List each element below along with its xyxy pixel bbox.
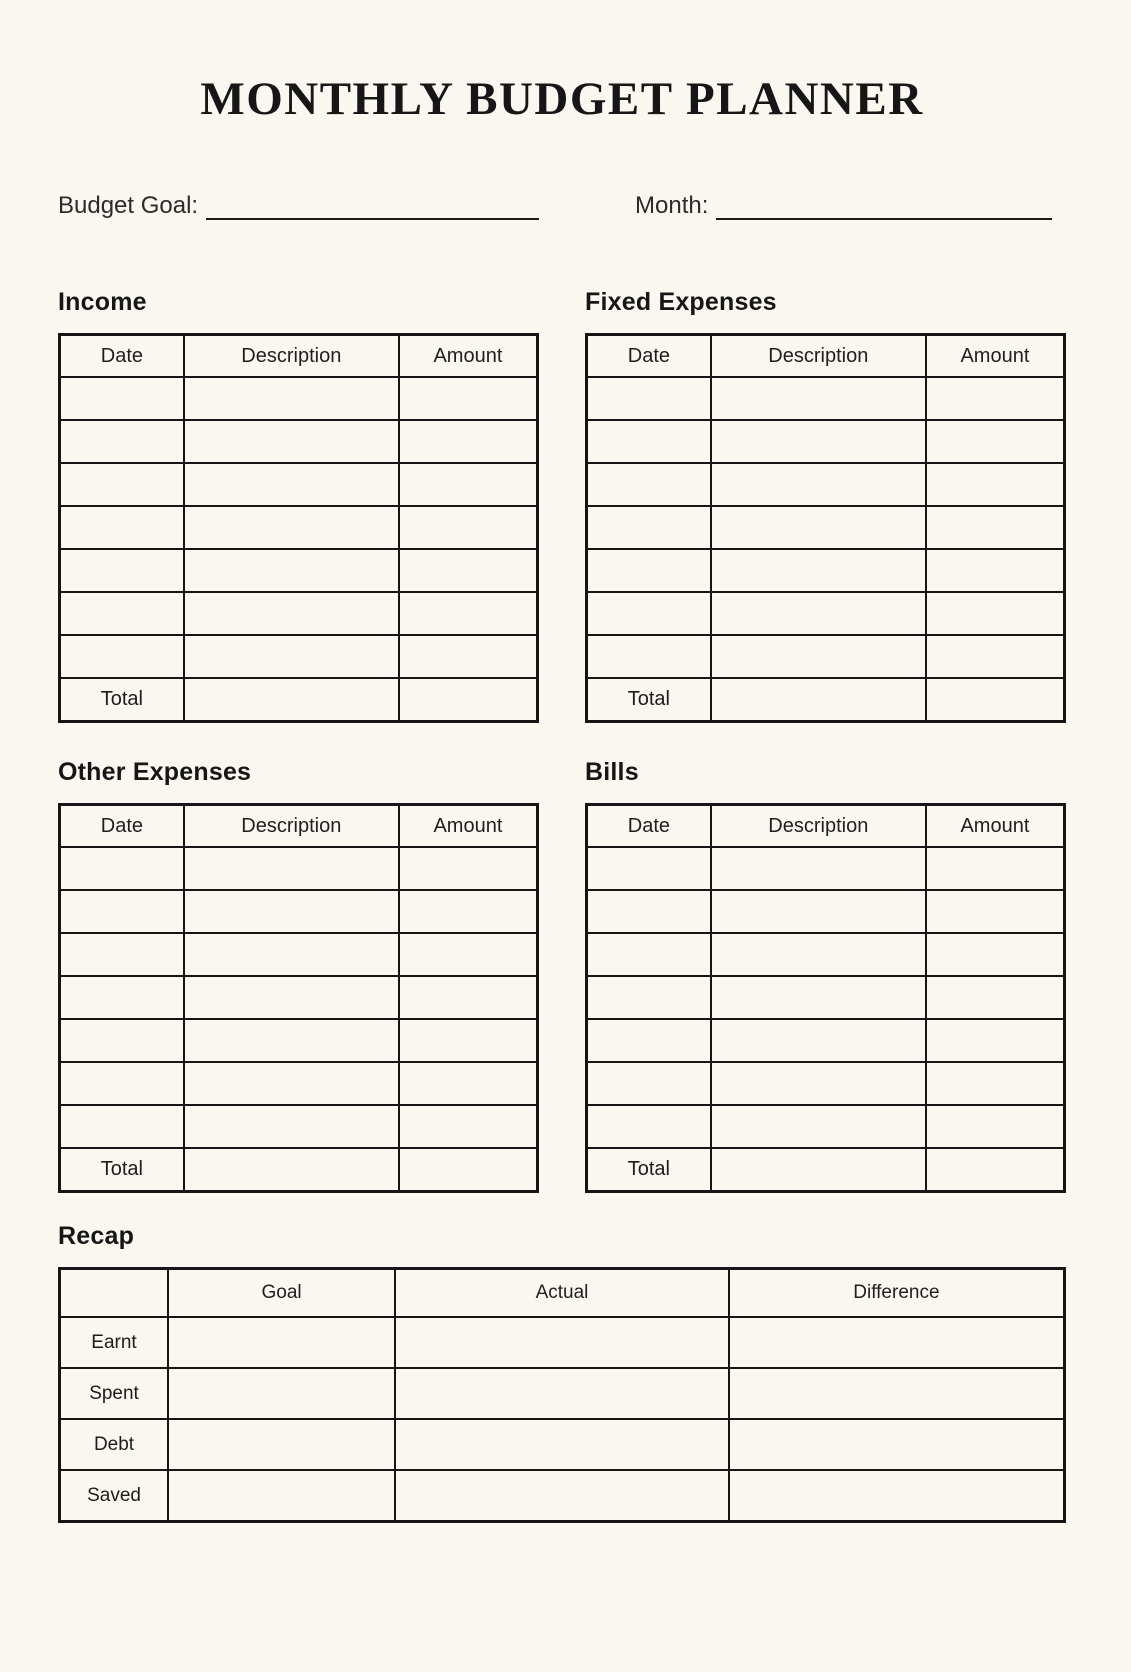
cell-date bbox=[60, 1105, 184, 1148]
cell-description bbox=[184, 463, 399, 506]
cell-date bbox=[60, 592, 184, 635]
cell-date bbox=[587, 463, 711, 506]
cell-amount bbox=[399, 1105, 538, 1148]
cell-date bbox=[587, 976, 711, 1019]
cell-description bbox=[711, 847, 926, 890]
cell-date bbox=[60, 890, 184, 933]
cell-date bbox=[587, 890, 711, 933]
fixed-expenses-table bbox=[585, 333, 1066, 723]
cell-description bbox=[184, 976, 399, 1019]
cell-date bbox=[587, 933, 711, 976]
cell-description bbox=[711, 592, 926, 635]
cell-difference bbox=[729, 1368, 1065, 1419]
cell-description bbox=[711, 506, 926, 549]
cell-description bbox=[184, 377, 399, 420]
cell-date bbox=[587, 847, 711, 890]
cell-description bbox=[184, 890, 399, 933]
cell-difference bbox=[729, 1470, 1065, 1522]
cell-amount bbox=[926, 420, 1065, 463]
cell-date bbox=[587, 420, 711, 463]
cell-goal bbox=[168, 1368, 395, 1419]
cell-description bbox=[184, 420, 399, 463]
cell-actual bbox=[395, 1470, 729, 1522]
cell-date bbox=[60, 506, 184, 549]
fixed-expenses-header-description: Description bbox=[711, 335, 926, 378]
other-expenses-header-description: Description bbox=[184, 805, 399, 848]
other-expenses-section bbox=[58, 757, 539, 1193]
cell-amount bbox=[399, 635, 538, 678]
bills-header-description: Description bbox=[711, 805, 926, 848]
cell-date bbox=[60, 1062, 184, 1105]
bills-header-date: Date bbox=[587, 805, 711, 848]
planner-page bbox=[0, 72, 1131, 1523]
cell-amount bbox=[926, 377, 1065, 420]
table-row bbox=[60, 463, 538, 506]
fixed-expenses-section bbox=[585, 287, 1066, 723]
month-label: Month: bbox=[635, 192, 709, 220]
cell-date bbox=[587, 592, 711, 635]
bills-total-label: Total bbox=[587, 1148, 711, 1192]
bills-table bbox=[585, 803, 1066, 1193]
table-row bbox=[587, 463, 1065, 506]
recap-row-label: Saved bbox=[60, 1470, 169, 1522]
cell-amount bbox=[399, 463, 538, 506]
recap-corner-cell bbox=[60, 1269, 169, 1318]
cell-date bbox=[587, 1019, 711, 1062]
recap-row-label: Spent bbox=[60, 1368, 169, 1419]
cell-date bbox=[587, 377, 711, 420]
table-row bbox=[587, 847, 1065, 890]
income-header-date: Date bbox=[60, 335, 184, 378]
bills-total-amount-cell bbox=[926, 1148, 1065, 1192]
cell-description bbox=[184, 1105, 399, 1148]
income-header-description: Description bbox=[184, 335, 399, 378]
cell-description bbox=[711, 1019, 926, 1062]
cell-amount bbox=[926, 976, 1065, 1019]
table-row bbox=[60, 549, 538, 592]
income-table bbox=[58, 333, 539, 723]
table-row bbox=[60, 377, 538, 420]
cell-amount bbox=[926, 1019, 1065, 1062]
cell-description bbox=[711, 635, 926, 678]
recap-header-actual: Actual bbox=[395, 1269, 729, 1318]
table-row bbox=[60, 1470, 1065, 1522]
other-expenses-header-date: Date bbox=[60, 805, 184, 848]
income-section bbox=[58, 287, 539, 723]
cell-amount bbox=[399, 1019, 538, 1062]
cell-amount bbox=[399, 592, 538, 635]
cell-description bbox=[711, 890, 926, 933]
other-expenses-section-title: Other Expenses bbox=[58, 758, 252, 787]
income-section-title: Income bbox=[58, 288, 147, 317]
table-row bbox=[587, 506, 1065, 549]
cell-actual bbox=[395, 1419, 729, 1470]
bills-header-row bbox=[587, 805, 1065, 848]
cell-date bbox=[60, 933, 184, 976]
cell-amount bbox=[926, 1105, 1065, 1148]
cell-amount bbox=[399, 976, 538, 1019]
table-row bbox=[60, 1419, 1065, 1470]
cell-description bbox=[711, 549, 926, 592]
fixed-expenses-header-row bbox=[587, 335, 1065, 378]
bills-section bbox=[585, 757, 1066, 1193]
bills-total-description-cell bbox=[711, 1148, 926, 1192]
cell-difference bbox=[729, 1419, 1065, 1470]
recap-section bbox=[58, 1221, 1066, 1523]
table-row bbox=[60, 506, 538, 549]
cell-amount bbox=[926, 890, 1065, 933]
recap-table bbox=[58, 1267, 1066, 1523]
cell-description bbox=[184, 506, 399, 549]
table-row bbox=[587, 377, 1065, 420]
other-expenses-total-description-cell bbox=[184, 1148, 399, 1192]
cell-description bbox=[184, 549, 399, 592]
fixed-expenses-header-amount: Amount bbox=[926, 335, 1065, 378]
budget-goal-label: Budget Goal: bbox=[58, 192, 199, 220]
table-row bbox=[60, 1317, 1065, 1368]
cell-date bbox=[60, 976, 184, 1019]
fill-in-fields-row bbox=[58, 190, 1066, 221]
fixed-expenses-total-label: Total bbox=[587, 678, 711, 722]
table-row bbox=[587, 635, 1065, 678]
cell-date bbox=[587, 1062, 711, 1105]
table-row bbox=[60, 890, 538, 933]
cell-amount bbox=[399, 506, 538, 549]
month-field bbox=[585, 190, 1066, 221]
fixed-expenses-total-description-cell bbox=[711, 678, 926, 722]
table-row bbox=[60, 635, 538, 678]
cell-date bbox=[60, 847, 184, 890]
cell-amount bbox=[926, 549, 1065, 592]
table-row bbox=[587, 1019, 1065, 1062]
table-row bbox=[60, 1105, 538, 1148]
table-row bbox=[587, 890, 1065, 933]
cell-date bbox=[60, 377, 184, 420]
cell-amount bbox=[399, 933, 538, 976]
cell-amount bbox=[926, 463, 1065, 506]
table-row bbox=[60, 592, 538, 635]
cell-goal bbox=[168, 1317, 395, 1368]
other-expenses-header-row bbox=[60, 805, 538, 848]
table-row bbox=[60, 976, 538, 1019]
cell-date bbox=[60, 549, 184, 592]
table-row bbox=[587, 1105, 1065, 1148]
table-row bbox=[60, 1368, 1065, 1419]
budget-goal-fill-line bbox=[206, 217, 539, 220]
cell-description bbox=[711, 1105, 926, 1148]
month-fill-line bbox=[716, 217, 1052, 220]
table-row bbox=[587, 976, 1065, 1019]
table-row bbox=[60, 1019, 538, 1062]
cell-date bbox=[587, 1105, 711, 1148]
cell-difference bbox=[729, 1317, 1065, 1368]
cell-amount bbox=[926, 1062, 1065, 1105]
cell-amount bbox=[399, 549, 538, 592]
cell-amount bbox=[926, 847, 1065, 890]
income-total-row bbox=[60, 678, 538, 722]
cell-date bbox=[60, 463, 184, 506]
table-row bbox=[60, 847, 538, 890]
bills-section-title: Bills bbox=[585, 758, 639, 787]
cell-date bbox=[60, 635, 184, 678]
table-row bbox=[587, 549, 1065, 592]
cell-date bbox=[587, 635, 711, 678]
recap-row-label: Debt bbox=[60, 1419, 169, 1470]
cell-amount bbox=[926, 506, 1065, 549]
upper-tables-row bbox=[58, 287, 1066, 723]
page-title: MONTHLY BUDGET PLANNER bbox=[200, 73, 924, 125]
cell-description bbox=[184, 592, 399, 635]
cell-description bbox=[711, 933, 926, 976]
table-row bbox=[60, 933, 538, 976]
income-total-description-cell bbox=[184, 678, 399, 722]
cell-description bbox=[184, 847, 399, 890]
cell-actual bbox=[395, 1317, 729, 1368]
cell-amount bbox=[399, 890, 538, 933]
cell-description bbox=[184, 933, 399, 976]
table-row bbox=[587, 592, 1065, 635]
cell-date bbox=[60, 1019, 184, 1062]
table-row bbox=[587, 1062, 1065, 1105]
other-expenses-header-amount: Amount bbox=[399, 805, 538, 848]
income-total-amount-cell bbox=[399, 678, 538, 722]
other-expenses-total-amount-cell bbox=[399, 1148, 538, 1192]
cell-date bbox=[587, 549, 711, 592]
cell-amount bbox=[926, 592, 1065, 635]
cell-description bbox=[711, 1062, 926, 1105]
cell-amount bbox=[399, 377, 538, 420]
recap-header-row bbox=[60, 1269, 1065, 1318]
table-row bbox=[60, 1062, 538, 1105]
other-expenses-total-row bbox=[60, 1148, 538, 1192]
bills-total-row bbox=[587, 1148, 1065, 1192]
cell-actual bbox=[395, 1368, 729, 1419]
cell-amount bbox=[926, 933, 1065, 976]
other-expenses-table bbox=[58, 803, 539, 1193]
bills-header-amount: Amount bbox=[926, 805, 1065, 848]
income-total-label: Total bbox=[60, 678, 184, 722]
fixed-expenses-total-amount-cell bbox=[926, 678, 1065, 722]
cell-description bbox=[184, 1019, 399, 1062]
cell-goal bbox=[168, 1419, 395, 1470]
cell-description bbox=[711, 420, 926, 463]
recap-header-difference: Difference bbox=[729, 1269, 1065, 1318]
cell-description bbox=[711, 463, 926, 506]
cell-description bbox=[711, 976, 926, 1019]
income-header-row bbox=[60, 335, 538, 378]
cell-date bbox=[587, 506, 711, 549]
fixed-expenses-section-title: Fixed Expenses bbox=[585, 288, 777, 317]
fixed-expenses-total-row bbox=[587, 678, 1065, 722]
income-header-amount: Amount bbox=[399, 335, 538, 378]
table-row bbox=[587, 933, 1065, 976]
cell-amount bbox=[399, 1062, 538, 1105]
cell-description bbox=[711, 377, 926, 420]
recap-section-title: Recap bbox=[58, 1222, 135, 1251]
cell-description bbox=[184, 635, 399, 678]
fixed-expenses-header-date: Date bbox=[587, 335, 711, 378]
table-row bbox=[60, 420, 538, 463]
table-row bbox=[587, 420, 1065, 463]
other-expenses-total-label: Total bbox=[60, 1148, 184, 1192]
cell-amount bbox=[399, 847, 538, 890]
recap-row-label: Earnt bbox=[60, 1317, 169, 1368]
lower-tables-row bbox=[58, 757, 1066, 1193]
budget-goal-field bbox=[58, 190, 539, 221]
cell-date bbox=[60, 420, 184, 463]
cell-amount bbox=[926, 635, 1065, 678]
cell-amount bbox=[399, 420, 538, 463]
cell-goal bbox=[168, 1470, 395, 1522]
cell-description bbox=[184, 1062, 399, 1105]
recap-header-goal: Goal bbox=[168, 1269, 395, 1318]
